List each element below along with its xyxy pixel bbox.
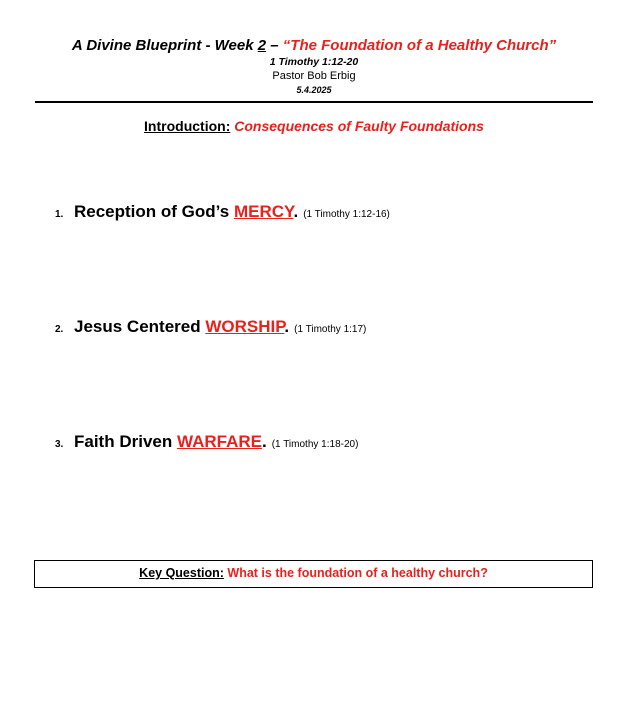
point-keyword: WARFARE [176, 432, 262, 451]
point-period: . [261, 432, 267, 451]
point-reference: (1 Timothy 1:12-16) [303, 209, 390, 220]
point-keyword: WORSHIP [205, 317, 285, 336]
point-reference: (1 Timothy 1:17) [294, 324, 367, 335]
point-text: Reception of God’s [74, 202, 234, 221]
introduction-label: Introduction: [144, 118, 231, 134]
sermon-title [0, 36, 628, 55]
point-2 [55, 317, 366, 337]
point-number: 3. [55, 439, 64, 450]
point-reference: (1 Timothy 1:18-20) [271, 439, 359, 450]
key-question-text: What is the foundation of a healthy church? [227, 566, 488, 580]
sermon-date: 5.4.2025 [296, 85, 332, 95]
key-question-box [34, 560, 593, 588]
introduction-topic: Consequences of Faulty Foundations [234, 118, 484, 134]
point-period: . [284, 317, 290, 336]
pastor-name: Pastor Bob Erbig [272, 70, 356, 82]
point-3 [55, 432, 358, 452]
point-heading [74, 317, 289, 337]
sermon-header [0, 36, 628, 96]
introduction [0, 118, 628, 134]
point-period: . [293, 202, 299, 221]
title-prefix: A Divine Blueprint - Week [71, 37, 258, 54]
week-number: 2 [257, 37, 267, 54]
point-text: Faith Driven [74, 432, 177, 451]
point-number: 2. [55, 324, 64, 335]
sermon-name: “The Foundation of a Healthy Church” [282, 37, 557, 54]
point-number: 1. [55, 209, 64, 220]
point-1 [55, 202, 390, 222]
key-question-label: Key Question: [139, 566, 224, 580]
point-keyword: MERCY [233, 202, 294, 221]
header-divider [35, 101, 593, 103]
point-text: Jesus Centered [74, 317, 206, 336]
scripture-reference: 1 Timothy 1:12-20 [269, 56, 359, 68]
point-heading [74, 202, 298, 222]
point-heading [74, 432, 267, 452]
title-dash: – [266, 37, 283, 54]
